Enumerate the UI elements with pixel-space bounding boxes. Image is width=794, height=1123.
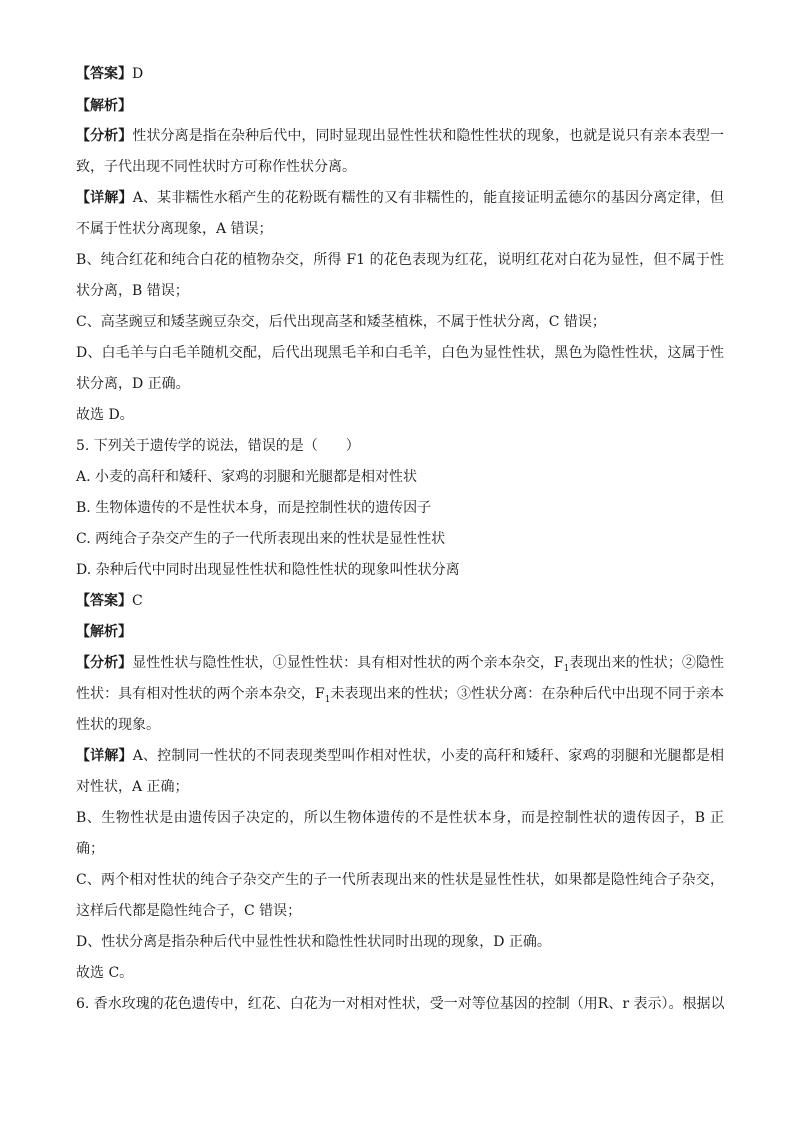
q4-detail-a: [76, 183, 724, 245]
q4-conclusion: 故选 D。: [76, 407, 134, 423]
q5-conclusion: 故选 C。: [76, 965, 134, 981]
q4-detail-c: C、高茎豌豆和矮茎豌豆杂交，后代出现高茎和矮茎植株，不属于性状分离，C 错误；: [76, 314, 606, 330]
answer-value: D: [132, 66, 144, 82]
q5-detail-a: [76, 741, 724, 803]
analysis-tag: 【解析】: [76, 624, 132, 640]
fenxi-part-3: 未表现出来的性状；③性状分离：在杂种后代中出现不同于亲本性状的现象。: [76, 686, 725, 733]
q5-detail-b: B、生物性状是由遗传因子决定的，所以生物体遗传的不是性状本身，而是控制性状的遗传因子，B 正确；: [76, 810, 724, 857]
q5-fenxi: [76, 648, 724, 741]
answer-value: C: [132, 593, 143, 609]
q4-answer: [76, 64, 724, 84]
q5-option-b: B. 生物体遗传的不是性状本身，而是控制性状的遗传因子: [76, 500, 432, 516]
subscript-2: 1: [324, 694, 331, 705]
q6-stem: 6. 香水玫瑰的花色遗传中，红花、白花为一对相对性状，受一对等位基因的控制（用R、r 表示）。根据以: [76, 996, 725, 1012]
q5-detail-d: D、性状分离是指杂种后代中显性性状和隐性性状同时出现的现象，D 正确。: [76, 934, 551, 950]
q5-option-a: A. 小麦的高秆和矮秆、家鸡的羽腿和光腿都是相对性状: [76, 469, 418, 485]
detail-a-text: A、某非糯性水稻产生的花粉既有糯性的又有非糯性的，能直接证明孟德尔的基因分离定律，但不属于性状分离现象，A 错误；: [76, 190, 725, 237]
fenxi-part-1: 显性性状与隐性性状，①显性性状：具有相对性状的两个亲本杂交，F: [132, 655, 564, 671]
q4-fenxi: [76, 121, 724, 183]
xiangjie-tag: 【详解】: [76, 748, 133, 764]
fenxi-tag: 【分析】: [76, 655, 133, 671]
fenxi-text: 性状分离是指在杂种后代中，同时显现出显性性状和隐性性状的现象，也就是说只有亲本表型一致，子代出现不同性状时方可称作性状分离。: [76, 128, 725, 175]
analysis-tag: 【解析】: [76, 98, 132, 114]
q5-option-c: C. 两纯合子杂交产生的子一代所表现出来的性状是显性性状: [76, 531, 446, 547]
answer-tag: 【答案】: [76, 66, 132, 82]
q4-analysis-heading: [76, 96, 724, 116]
answer-tag: 【答案】: [76, 593, 132, 609]
xiangjie-tag: 【详解】: [76, 190, 133, 206]
q5-detail-c: C、两个相对性状的纯合子杂交产生的子一代所表现出来的性状是显性性状，如果都是隐性纯合子杂交，这样后代都是隐性纯合子，C 错误；: [76, 872, 724, 919]
fenxi-part-2: 表现出来的性状；②隐性性状：具有相对性状的两个亲本杂交，F: [76, 655, 725, 702]
q4-detail-d: D、白毛羊与白毛羊随机交配，后代出现黑毛羊和白毛羊，白色为显性性状，黑色为隐性性状，这属于性状分离，D 正确。: [76, 345, 724, 392]
q4-detail-b: B、纯合红花和纯合白花的植物杂交，所得 F1 的花色表现为红花，说明红花对白花为显性，但不属于性状分离，B 错误；: [76, 252, 724, 299]
q5-analysis-heading: [76, 617, 724, 648]
q5-option-d: D. 杂种后代中同时出现显性性状和隐性性状的现象叫性状分离: [76, 562, 460, 578]
detail-a-text: A、控制同一性状的不同表现类型叫作相对性状，小麦的高秆和矮秆、家鸡的羽腿和光腿都是相对性状，A 正确；: [76, 748, 725, 795]
subscript-1: 1: [563, 663, 570, 674]
q5-stem: 5. 下列关于遗传学的说法，错误的是（ ）: [76, 438, 360, 454]
q5-answer: [76, 586, 724, 617]
document-page: [76, 64, 724, 1020]
fenxi-tag: 【分析】: [76, 128, 133, 144]
